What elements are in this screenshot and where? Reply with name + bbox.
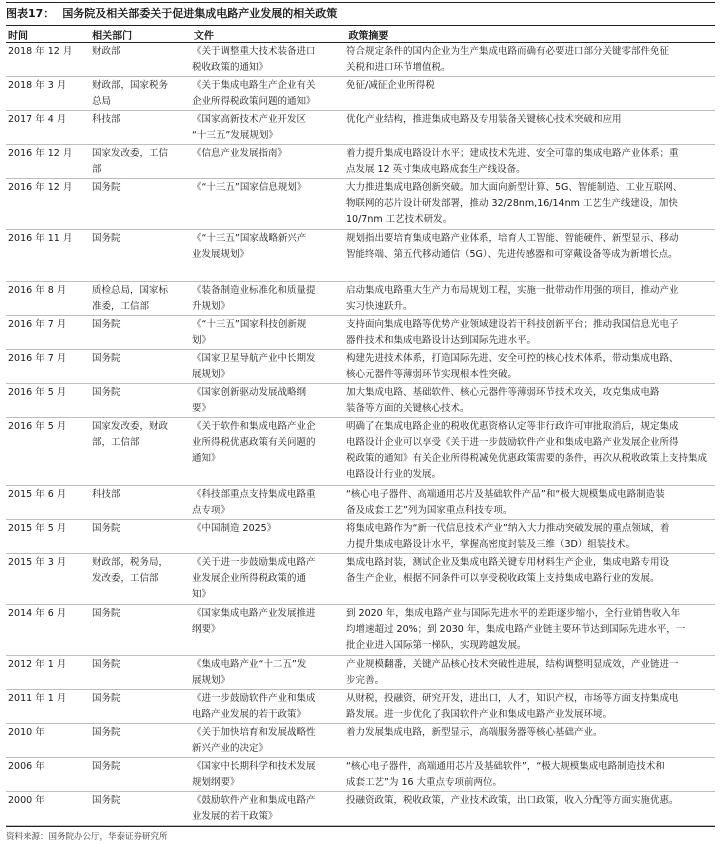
cell-dept: 国务院 [92, 761, 121, 772]
cell-doc: 《“十三五”国家信息规划》 [192, 182, 307, 193]
table-row [6, 282, 715, 316]
table-header [6, 26, 715, 43]
header-time: 时间 [8, 30, 28, 42]
cell-time: 2015 年 5 月 [8, 523, 67, 534]
cell-summary: 加大集成电路、基础软件、核心元器件等薄弱环节技术攻关，攻克集成电路 装备等方面的关键核心技术。 [346, 387, 660, 414]
cell-summary: 着力发展集成电路，新型显示，高端服务器等核心基础产业。 [346, 727, 603, 738]
cell-time: 2016 年 7 月 [8, 319, 67, 330]
source-note: 资料来源：国务院办公厅，华泰证券研究所 [6, 832, 168, 842]
cell-time: 2016 年 5 月 [8, 387, 67, 398]
cell-doc: 《中国制造 2025》 [192, 523, 277, 534]
table-row [6, 145, 715, 179]
table-row [6, 792, 715, 826]
cell-dept: 国家发改委，工信 部 [92, 148, 169, 175]
cell-summary: “核心电子器件、高端通用芯片及基础软件产品”和“极大规模集成电路制造装 备及成套工艺”列为国家重点科技专项。 [346, 489, 665, 516]
cell-dept: 国务院 [92, 182, 121, 193]
cell-dept: 科技部 [92, 114, 121, 125]
table-row [6, 418, 715, 486]
cell-dept: 财政部，国家税务 总局 [92, 80, 169, 107]
table-row [6, 230, 715, 282]
cell-summary: 集成电路封装，测试企业及集成电路关键专用材料生产企业，集成电路专用设 备生产企业，根据不同条件可以享受税收政策上支持集成电路行业的发展。 [346, 557, 670, 584]
cell-doc: 《国家中长期科学和技术发展 规划纲要》 [192, 761, 316, 788]
cell-dept: 国务院 [92, 319, 121, 330]
table-row [6, 350, 715, 384]
cell-doc: 《关于软件和集成电路产业企 业所得税优惠政策有关问题的 通知》 [192, 421, 316, 464]
cell-dept: 国务院 [92, 353, 121, 364]
cell-summary: 构建先进技术体系，打造国际先进、安全可控的核心技术体系，带动集成电路、 核心元器件等薄弱环节实现根本性突破。 [346, 353, 679, 380]
cell-doc: 《国家卫星导航产业中长期发 展规划》 [192, 353, 316, 380]
cell-time: 2016 年 11 月 [8, 233, 73, 244]
cell-doc: 《关于集成电路生产企业有关 企业所得税政策问题的通知》 [192, 80, 316, 107]
policy-table-figure [6, 2, 715, 842]
cell-doc: 《关于调整重大技术装备进口 税收政策的通知》 [192, 46, 316, 73]
cell-summary: 明确了在集成电路企业的税收优惠资格认定等非行政许可审批取消后，规定集成 电路设计企业可以享受《关于进一步鼓励软件产业和集成电路产业发展企业所得 税政策的通知》有关企业所得税减免优惠政策需要的条件，再次从税收政策上支持集成 电路设计行业的发展。 [346, 421, 708, 480]
cell-time: 2016 年 7 月 [8, 353, 67, 364]
table-row [6, 111, 715, 145]
cell-summary: 从财税，投融资，研究开发，进出口，人才，知识产权，市场等方面支持集成电 路发展。进一步优化了我国软件产业和集成电路产业发展环境。 [346, 693, 679, 720]
table-row [6, 384, 715, 418]
table-row [6, 77, 715, 111]
cell-dept: 国务院 [92, 387, 121, 398]
cell-summary: “核心电子器件，高端通用芯片及基础软件”，“极大规模集成电路制造技术和 成套工艺”为 16 大重点专项前两位。 [346, 761, 665, 788]
cell-summary: 支持面向集成电路等优势产业领域建设若干科技创新平台；推动我国信息光电子 器件技术和集成电路设计达到国际先进水平。 [346, 319, 679, 346]
table-row [6, 605, 715, 656]
cell-dept: 科技部 [92, 489, 121, 500]
cell-doc: 《关于进一步鼓励集成电路产 业发展企业所得税政策的通 知》 [192, 557, 316, 600]
cell-time: 2011 年 1 月 [8, 693, 67, 704]
cell-time: 2006 年 [8, 761, 45, 772]
header-summary: 政策摘要 [348, 30, 389, 42]
cell-summary: 符合规定条件的国内企业为生产集成电路而确有必要进口部分关键零部件免征 关税和进口环节增值税。 [346, 46, 670, 73]
cell-dept: 财政部，税务局， 发改委，工信部 [92, 557, 169, 584]
cell-doc: 《装备制造业标准化和质量提 升规划》 [192, 285, 316, 312]
cell-doc: 《进一步鼓励软件产业和集成 电路产业发展的若干政策》 [192, 693, 316, 720]
cell-summary: 优化产业结构，推进集成电路及专用装备关键核心技术突破和应用 [346, 114, 622, 125]
cell-dept: 国务院 [92, 523, 121, 534]
cell-doc: 《信息产业发展指南》 [192, 148, 288, 159]
cell-doc: 《科技部重点支持集成电路重 点专项》 [192, 489, 316, 516]
cell-dept: 国务院 [92, 608, 121, 619]
cell-time: 2014 年 6 月 [8, 608, 67, 619]
cell-time: 2018 年 12 月 [8, 46, 73, 57]
table-row [6, 724, 715, 758]
header-doc: 文件 [193, 30, 214, 42]
table-row [6, 520, 715, 554]
header-dept: 相关部门 [92, 30, 133, 42]
figure-label: 图表17： [6, 7, 55, 20]
cell-summary: 大力推进集成电路创新突破。加大面向新型计算、5G、智能制造、工业互联网、 物联网的芯片设计研发部署，推动 32/28nm,16/14nm 工艺生产线建设，加快 10/7nm 工艺技术研发。 [346, 182, 683, 225]
cell-doc: 《关于加快培育和发展战略性 新兴产业的决定》 [192, 727, 316, 754]
table-row [6, 656, 715, 690]
cell-doc: 《“十三五”国家科技创新规 划》 [192, 319, 307, 346]
table-row [6, 486, 715, 520]
cell-dept: 国务院 [92, 795, 121, 806]
cell-dept: 质检总局，国家标 准委，工信部 [92, 285, 169, 312]
cell-doc: 《鼓励软件产业和集成电路产 业发展的若干政策》 [192, 795, 316, 822]
cell-dept: 国务院 [92, 693, 121, 704]
cell-summary: 规划指出要培育集成电路产业体系，培育人工智能、智能硬件、新型显示、移动 智能终端、第五代移动通信（5G）、先进传感器和可穿戴设备等成为新增长点。 [346, 233, 679, 260]
cell-dept: 国务院 [92, 727, 121, 738]
cell-time: 2018 年 3 月 [8, 80, 67, 91]
cell-summary: 到 2020 年，集成电路产业与国际先进水平的差距逐步缩小，全行业销售收入年 均增速超过 20%；到 2030 年，集成电路产业链主要环节达到国际先进水平，一 批企业进入国际第一梯队，实现跨越发展。 [346, 608, 686, 651]
cell-dept: 国家发改委，财政 部，工信部 [92, 421, 169, 448]
cell-time: 2017 年 4 月 [8, 114, 67, 125]
cell-time: 2016 年 12 月 [8, 182, 73, 193]
cell-summary: 投融资政策，税收政策，产业技术政策，出口政策，收入分配等方面实施优惠。 [346, 795, 679, 806]
figure-title: 国务院及相关部委关于促进集成电路产业发展的相关政策 [62, 7, 338, 20]
cell-time: 2015 年 6 月 [8, 489, 67, 500]
cell-dept: 国务院 [92, 659, 121, 670]
cell-time: 2015 年 3 月 [8, 557, 67, 568]
cell-time: 2012 年 1 月 [8, 659, 67, 670]
table-row [6, 316, 715, 350]
cell-doc: 《集成电路产业“十二五”发 展规划》 [192, 659, 307, 686]
table-row [6, 554, 715, 605]
cell-doc: 《国家高新技术产业开发区 “十三五”发展规划》 [192, 114, 307, 141]
cell-doc: 《国家集成电路产业发展推进 纲要》 [192, 608, 316, 635]
cell-summary: 启动集成电路重大生产力布局规划工程，实施一批带动作用强的项目，推动产业 实习快速跃升。 [346, 285, 679, 312]
figure-title-bar [6, 2, 715, 26]
cell-time: 2016 年 5 月 [8, 421, 67, 432]
cell-doc: 《国家创新驱动发展战略纲 要》 [192, 387, 307, 414]
cell-time: 2000 年 [8, 795, 45, 806]
cell-doc: 《“十三五”国家战略新兴产 业发展规划》 [192, 233, 307, 260]
cell-time: 2016 年 12 月 [8, 148, 73, 159]
cell-summary: 免征/减征企业所得税 [346, 80, 435, 91]
cell-dept: 国务院 [92, 233, 121, 244]
cell-dept: 财政部 [92, 46, 121, 57]
table-row [6, 179, 715, 230]
cell-summary: 将集成电路作为“新一代信息技术产业”纳入大力推动突破发展的重点领域，着 力提升集成电路设计水平，掌握高密度封装及三维（3D）组装技术。 [346, 523, 670, 550]
cell-summary: 着力提升集成电路设计水平；建成技术先进、安全可靠的集成电路产业体系；重 点发展 12 英寸集成电路成套生产线设备。 [346, 148, 679, 175]
table-row [6, 690, 715, 724]
table-row [6, 758, 715, 792]
table-row [6, 43, 715, 77]
cell-time: 2016 年 8 月 [8, 285, 67, 296]
cell-summary: 产业规模翻番，关键产品核心技术突破性进展，结构调整明显成效，产业链进一 步完善。 [346, 659, 679, 686]
cell-time: 2010 年 [8, 727, 45, 738]
table-body [6, 43, 715, 826]
